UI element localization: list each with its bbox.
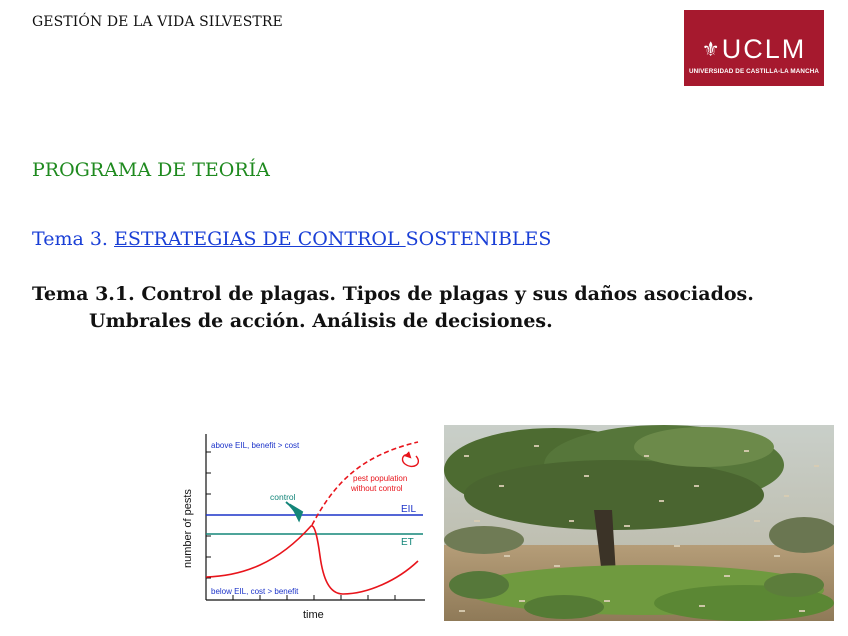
topic-prefix: Tema 3. bbox=[32, 228, 114, 250]
below-eil-annotation: below EIL, cost > benefit bbox=[211, 587, 299, 596]
pest-threshold-chart bbox=[173, 428, 435, 626]
subtopic-heading bbox=[32, 281, 796, 335]
course-title: GESTIÓN DE LA VIDA SILVESTRE bbox=[32, 14, 283, 30]
uclm-logo bbox=[684, 10, 824, 86]
pest-population-label-2: without control bbox=[351, 484, 403, 493]
above-eil-annotation: above EIL, benefit > cost bbox=[211, 441, 300, 450]
logo-subtitle: UNIVERSIDAD DE CASTILLA-LA MANCHA bbox=[688, 68, 820, 75]
topic-suffix: SOSTENIBLES bbox=[405, 228, 552, 250]
subtopic-line-1: Tema 3.1. Control de plagas. Tipos de plagas y sus daños asociados. bbox=[32, 283, 754, 305]
control-label: control bbox=[270, 492, 296, 502]
x-axis-label: time bbox=[303, 609, 324, 621]
pest-curve-controlled bbox=[206, 526, 418, 594]
logo-text: ⚜UCLM bbox=[701, 34, 807, 64]
eil-label: EIL bbox=[401, 504, 417, 515]
y-axis-label: number of pests bbox=[182, 489, 194, 568]
control-arrow bbox=[286, 502, 302, 520]
topic-title bbox=[32, 228, 551, 250]
et-label: ET bbox=[401, 537, 414, 548]
pest-population-label-1: pest population bbox=[353, 474, 408, 483]
pest-annotation-arrow bbox=[402, 455, 418, 467]
subtopic-line-2: Umbrales de acción. Análisis de decisiones. bbox=[89, 310, 553, 332]
locust-swarm-photo bbox=[444, 425, 834, 621]
topic-link[interactable]: ESTRATEGIAS DE CONTROL bbox=[114, 228, 406, 250]
logo-emblem-icon: ⚜ bbox=[701, 39, 722, 61]
section-title: PROGRAMA DE TEORÍA bbox=[32, 159, 270, 181]
